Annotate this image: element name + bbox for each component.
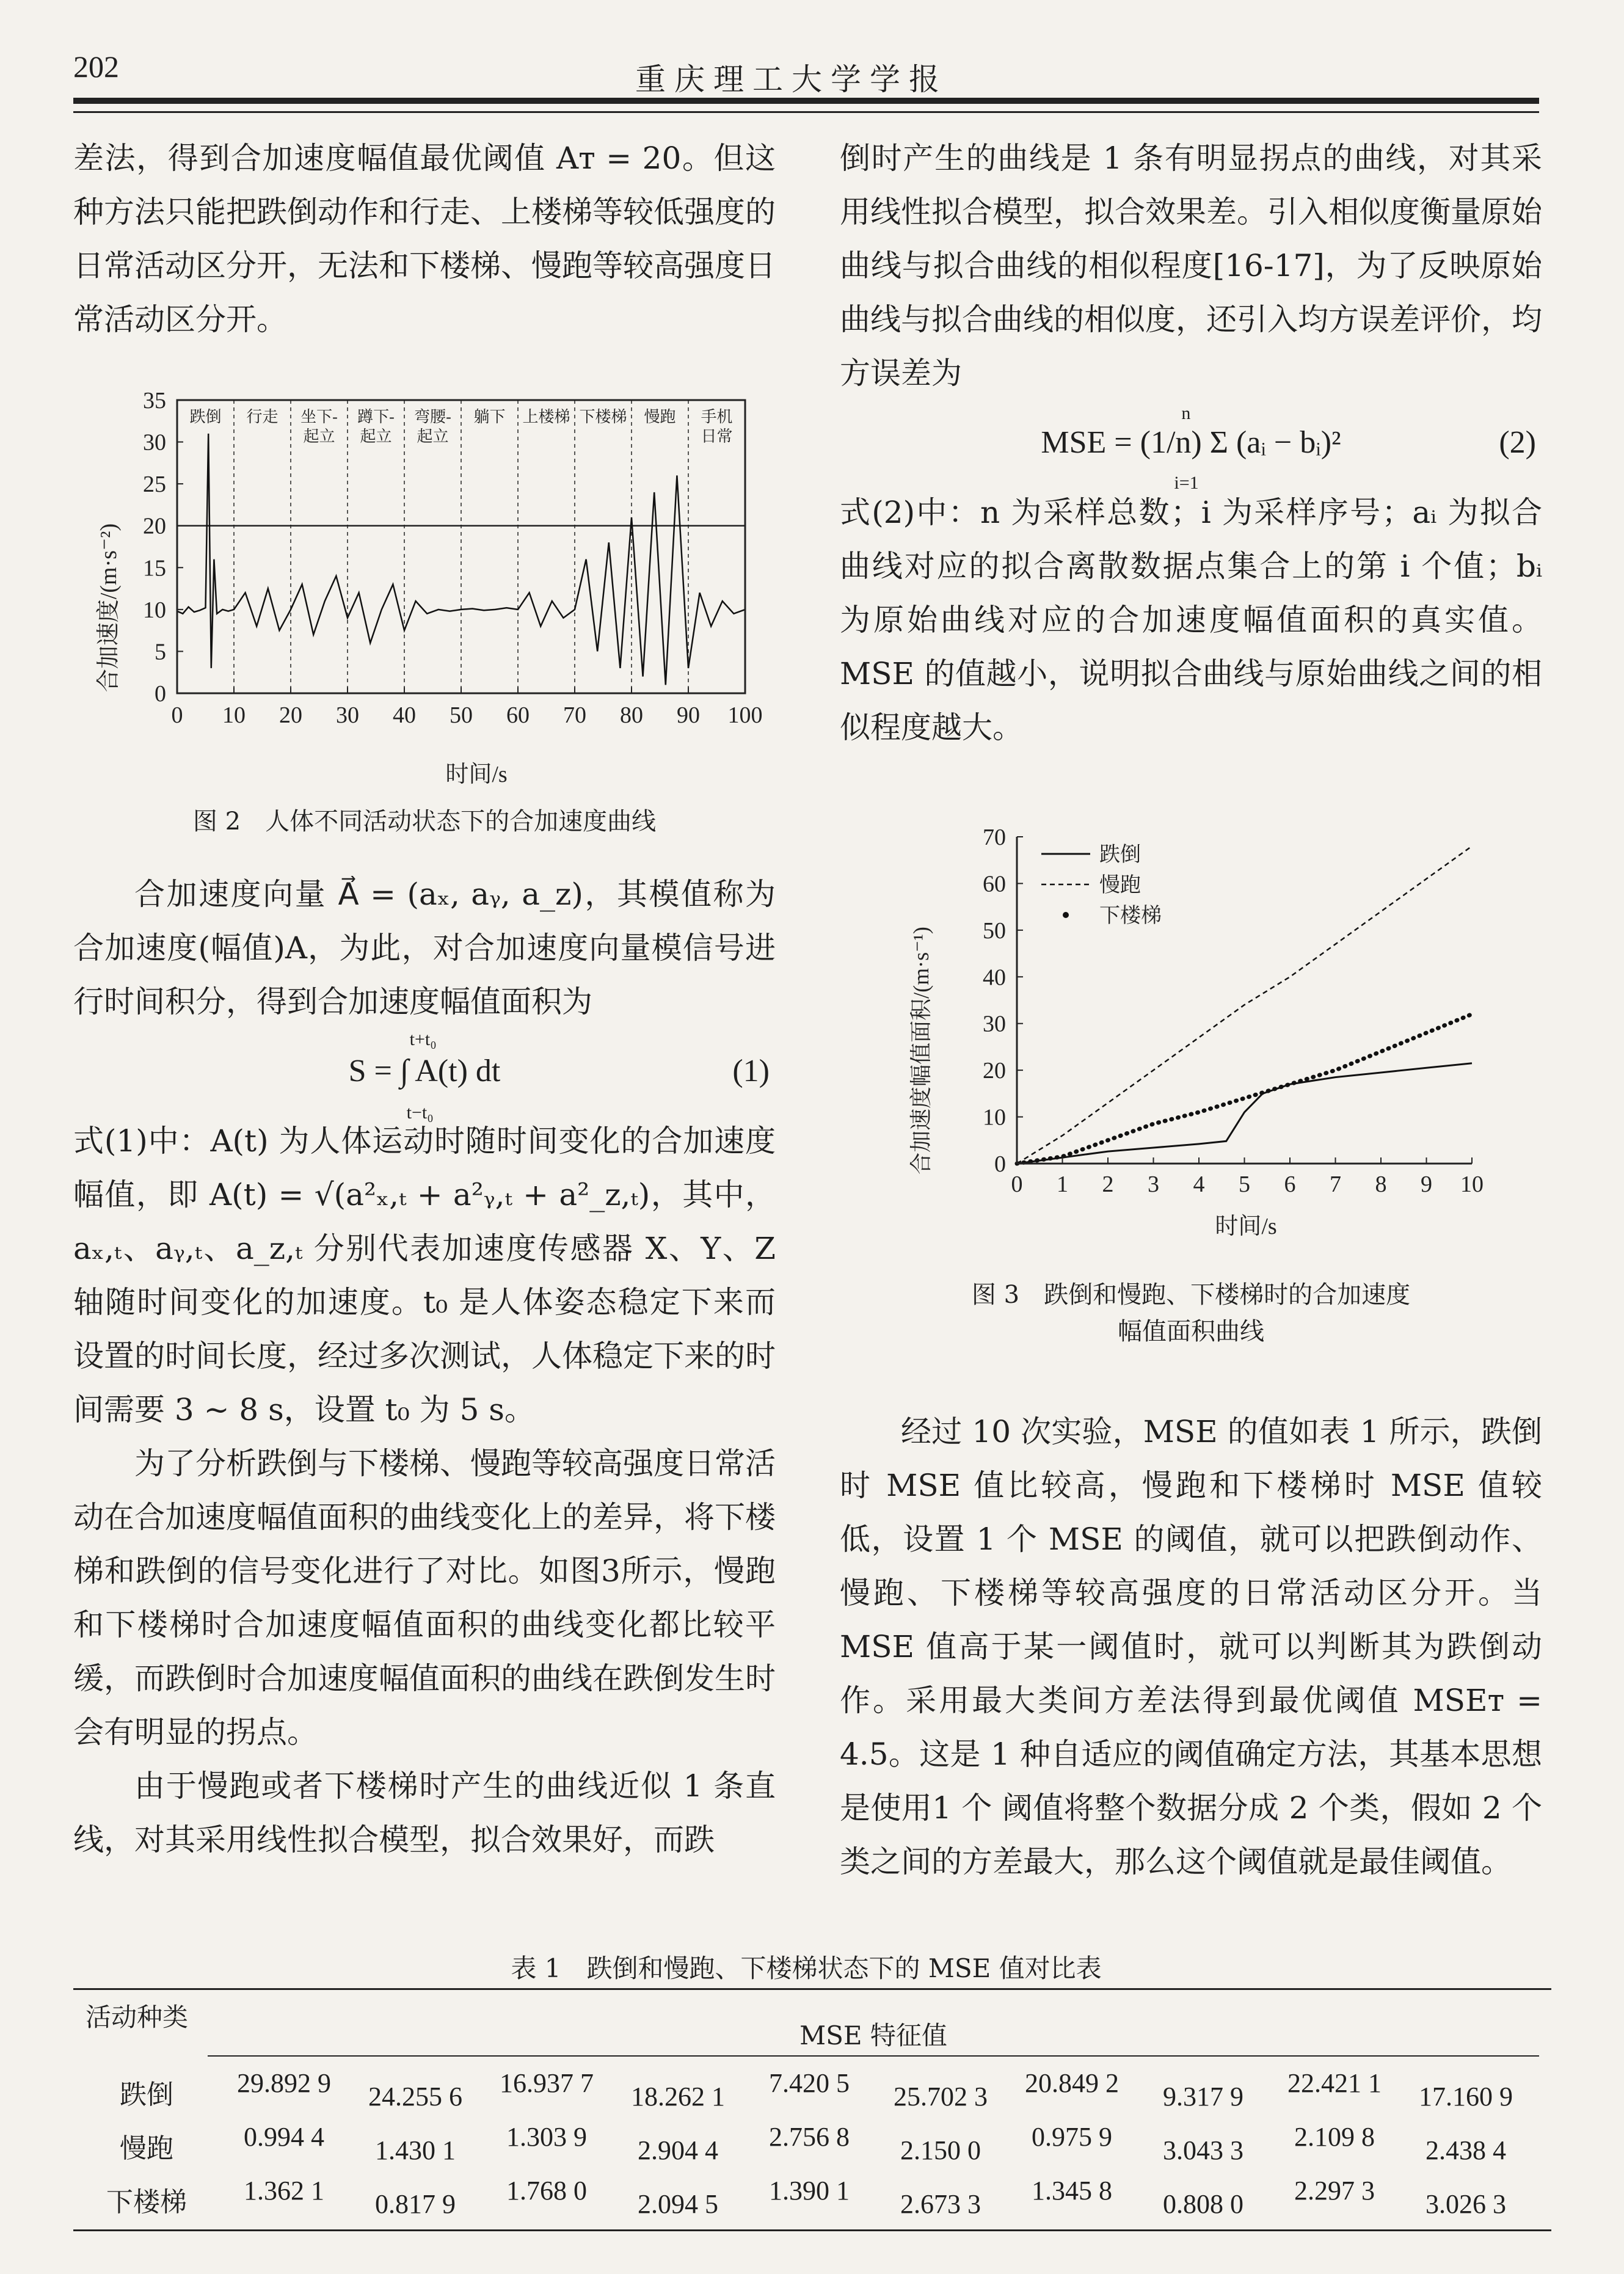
fig3-x-tick-label: 5 <box>1239 1172 1250 1197</box>
fig3-legend-label: 慢跑 <box>1099 874 1141 897</box>
fig2-x-tick-label: 10 <box>222 702 246 728</box>
table-cell: 2.150 0 <box>900 2135 981 2165</box>
table-cell: 2.109 8 <box>1294 2122 1375 2152</box>
fig2-y-tick-label: 20 <box>143 513 166 539</box>
fig3-y-tick-label: 30 <box>983 1011 1006 1037</box>
figure-2 <box>86 376 770 791</box>
fig3-y-tick-label: 10 <box>983 1104 1006 1131</box>
fig2-x-tick-label: 50 <box>450 702 473 728</box>
table-cell: 3.043 3 <box>1163 2135 1243 2165</box>
table-top-rule <box>73 1988 1551 1990</box>
eq1-body: S = ∫ A(t) dt <box>348 1054 501 1088</box>
fig3-x-tick-label: 8 <box>1375 1172 1387 1197</box>
fig3-caption-line: 图 3 跌倒和慢跑、下楼梯时的合加速度 <box>971 1281 1411 1309</box>
eq2-lower-limit: i=1 <box>1174 473 1199 493</box>
fig2-x-tick-label: 20 <box>279 702 302 728</box>
paragraph: 经过 10 次实验，MSE 的值如表 1 所示，跌倒时 MSE 值比较高，慢跑和下楼梯时 MSE 值较低，设置 1 个 MSE 的阈值，就可以把跌倒动作、慢跑、下楼梯等较高强度的日常活动区分开。当 MSE 值高于某一阈值时，就可以判断其为跌倒动作。采用最大类间方差法得到最优阈值 MSEᴛ = 4.5。这是 1 种自适应的阈值确定方法，其基本思想是使用1 个 阈值将整个数据分成 2 个类，假如 2 个类之间的方差最大，那么这个阈值就是最佳阈值。 <box>840 1414 1542 1879</box>
table-cell: 1.362 1 <box>244 2176 324 2206</box>
fig3-x-tick-label: 1 <box>1057 1172 1068 1197</box>
table-row-label: 跌倒 <box>120 2079 173 2110</box>
fig3-legend <box>1041 843 1162 927</box>
table-cell: 2.673 3 <box>900 2189 981 2219</box>
table-cell: 18.262 1 <box>631 2082 725 2112</box>
fig2-segment-label: 行走 <box>246 408 279 426</box>
table-cell: 29.892 9 <box>237 2068 331 2098</box>
eq2-upper-limit: n <box>1181 403 1191 423</box>
fig2-plot-area <box>177 400 745 693</box>
fig2-segment-label: 躺下 <box>473 408 506 426</box>
right-column <box>840 131 1542 754</box>
fig2-x-tick-label: 30 <box>336 702 359 728</box>
table-cell: 24.255 6 <box>368 2082 462 2112</box>
fig2-y-tick-label: 5 <box>155 639 166 665</box>
table-cell: 16.937 7 <box>500 2068 594 2098</box>
fig2-segment-label: 慢跑 <box>644 408 676 426</box>
fig3-x-tick-label: 0 <box>1011 1172 1023 1197</box>
paragraph: 差法，得到合加速度幅值最优阈值 Aᴛ = 20。但这种方法只能把跌倒动作和行走、上楼梯等较低强度的日常活动区分开，无法和下楼梯、慢跑等较高强度日常活动区分开。 <box>73 140 776 337</box>
table-cell: 20.849 2 <box>1025 2068 1119 2098</box>
table-bottom-rule <box>73 2229 1551 2231</box>
table-cell: 22.421 1 <box>1287 2068 1382 2098</box>
table-cell: 0.975 9 <box>1032 2122 1112 2152</box>
fig2-x-axis-label: 时间/s <box>445 762 508 787</box>
table-cell: 17.160 9 <box>1419 2082 1513 2112</box>
table-cell: 2.094 5 <box>638 2189 718 2219</box>
fig2-axes <box>143 388 763 728</box>
fig2-y-tick-label: 25 <box>143 472 166 498</box>
fig2-segment-label: 起立 <box>417 428 449 445</box>
table-header-mse: MSE 特征值 <box>799 2021 947 2050</box>
fig3-legend-marker <box>1063 912 1069 918</box>
eq1-number: (1) <box>732 1054 770 1088</box>
table-row-label: 慢跑 <box>120 2133 173 2164</box>
fig3-y-tick-label: 70 <box>983 825 1006 850</box>
table-cell: 2.438 4 <box>1426 2135 1506 2165</box>
fig3-caption <box>840 1277 1542 1350</box>
fig3-legend-label: 跌倒 <box>1099 844 1141 866</box>
paragraph: 式(2)中：n 为采样总数；i 为采样序号；aᵢ 为拟合曲线对应的拟合离散数据点集合上的第 i 个值；bᵢ 为原始曲线对应的合加速度幅值面积的真实值。MSE 的值越小，说明拟合曲线与原始曲线之间的相似程度越大。 <box>840 495 1542 745</box>
page-number: 202 <box>73 49 119 84</box>
fig3-x-tick-label: 10 <box>1460 1172 1484 1197</box>
fig3-axes <box>983 825 1484 1197</box>
fig3-plot-area <box>1017 846 1472 1164</box>
table-cell: 1.345 8 <box>1032 2176 1112 2206</box>
journal-title: 重庆理工大学学报 <box>635 62 948 97</box>
header-rule-thin <box>73 111 1539 113</box>
fig2-x-tick-label: 70 <box>563 702 586 728</box>
eq1-upper-limit: t+t₀ <box>409 1029 437 1049</box>
table-cell: 1.430 1 <box>375 2135 456 2165</box>
fig3-x-tick-label: 6 <box>1284 1172 1296 1197</box>
fig2-segment-label: 起立 <box>360 428 392 445</box>
fig3-y-tick-label: 20 <box>983 1058 1006 1084</box>
table-cell: 25.702 3 <box>894 2082 988 2112</box>
fig3-caption-line: 幅值面积曲线 <box>1118 1317 1264 1346</box>
fig2-x-tick-label: 40 <box>393 702 416 728</box>
fig2-segment-label: 日常 <box>701 428 733 445</box>
eq2-body: MSE = (1/n) Σ (aᵢ − bᵢ)² <box>1041 425 1341 460</box>
paragraph: 式(1)中：A(t) 为人体运动时随时间变化的合加速度幅值，即 A(t) = √(a²ₓ,ₜ + a²ᵧ,ₜ + a²_z,ₜ)，其中，aₓ,ₜ、aᵧ,ₜ、a_z,ₜ 分别代表加速度传感器 X、Y、Z 轴随时间变化的加速度。t₀ 是人体姿态稳定下来而设置的时间长度，经过多次测试，人体稳定下来的时间需要 3 ~ 8 s，设置 t₀ 为 5 s。 <box>73 1123 776 1427</box>
fig3-series-line <box>1017 1063 1472 1164</box>
fig3-x-tick-label: 4 <box>1193 1172 1205 1197</box>
fig2-x-tick-label: 90 <box>677 702 700 728</box>
fig3-y-tick-label: 50 <box>983 917 1006 944</box>
fig3-x-tick-label: 2 <box>1102 1172 1114 1197</box>
fig3-y-tick-label: 40 <box>983 964 1006 991</box>
table-cell: 1.390 1 <box>769 2176 850 2206</box>
right-column-2 <box>840 1405 1542 1889</box>
eq2-number: (2) <box>1499 425 1536 460</box>
fig3-y-tick-label: 60 <box>983 871 1006 897</box>
table-cell: 2.297 3 <box>1294 2176 1375 2206</box>
fig3-x-axis-label: 时间/s <box>1215 1214 1277 1239</box>
table-cell: 7.420 5 <box>769 2068 850 2098</box>
fig2-segment-label: 蹲下- <box>357 408 395 426</box>
fig3-x-tick-label: 9 <box>1421 1172 1432 1197</box>
fig2-segment-label: 手机 <box>701 408 733 426</box>
equation-2 <box>840 400 1542 493</box>
fig3-legend-label: 下楼梯 <box>1099 905 1162 927</box>
table1-title: 表 1 跌倒和慢跑、下楼梯状态下的 MSE 值对比表 <box>511 1953 1102 1983</box>
fig2-y-tick-label: 0 <box>155 681 166 707</box>
fig2-x-tick-label: 0 <box>171 702 183 728</box>
table-mid-rule <box>208 2055 1539 2057</box>
fig2-series-line <box>177 434 745 685</box>
left-column <box>73 131 776 346</box>
paragraph: 为了分析跌倒与下楼梯、慢跑等较高强度日常活动在合加速度幅值面积的曲线变化上的差异，将下楼梯和跌倒的信号变化进行了对比。如图3所示，慢跑和下楼梯时合加速度幅值面积的曲线变化都比较平缓，而跌倒时合加速度幅值面积的曲线在跌倒发生时会有明显的拐点。 <box>73 1446 776 1750</box>
fig3-x-tick-label: 3 <box>1148 1172 1159 1197</box>
table-cell: 9.317 9 <box>1163 2082 1243 2112</box>
fig3-y-axis-label: 合加速度幅值面积/(m·s⁻¹) <box>909 927 933 1175</box>
table-cell: 3.026 3 <box>1426 2189 1506 2219</box>
fig2-y-axis-label: 合加速度/(m·s⁻²) <box>96 523 122 693</box>
table-cell: 0.817 9 <box>375 2189 456 2219</box>
fig2-segment-label: 跌倒 <box>189 408 222 426</box>
eq1-lower-limit: t−t₀ <box>406 1102 434 1123</box>
paragraph: 倒时产生的曲线是 1 条有明显拐点的曲线，对其采用线性拟合模型，拟合效果差。引入相似度衡量原始曲线与拟合曲线的相似程度[16-17]，为了反映原始曲线与拟合曲线的相似度，还引入均方误差评价，均方误差为 <box>840 140 1542 391</box>
header-rule <box>73 98 1539 104</box>
table-header-activity: 活动种类 <box>86 2002 189 2032</box>
fig2-segment-label: 弯腰- <box>414 408 451 426</box>
left-column-2 <box>73 867 776 1867</box>
fig2-y-tick-label: 30 <box>143 429 166 456</box>
table-cell: 2.756 8 <box>769 2122 850 2152</box>
fig3-x-tick-label: 7 <box>1330 1172 1341 1197</box>
fig2-segment-label: 坐下- <box>300 408 338 426</box>
fig3-series-line <box>1017 1014 1472 1164</box>
paragraph: 合加速度向量 A⃗ = (aₓ, aᵧ, a_z)，其模值称为合加速度(幅值)A，为此，对合加速度向量模信号进行时间积分，得到合加速度幅值面积为 <box>73 876 776 1019</box>
table-row-label: 下楼梯 <box>106 2187 187 2218</box>
fig3-y-tick-label: 0 <box>994 1151 1006 1177</box>
fig2-y-tick-label: 35 <box>143 388 166 414</box>
fig2-x-tick-label: 100 <box>727 702 763 728</box>
fig2-segment-label: 起立 <box>303 428 335 445</box>
fig2-segment-label: 下楼梯 <box>579 408 627 426</box>
table-cell: 0.994 4 <box>244 2122 324 2152</box>
fig2-x-tick-label: 80 <box>620 702 643 728</box>
fig2-segment-label: 上楼梯 <box>522 408 570 426</box>
table-cell: 2.904 4 <box>638 2135 718 2165</box>
equation-1 <box>73 1029 776 1123</box>
fig3-series-line <box>1017 846 1472 1164</box>
figure-3 <box>904 818 1527 1258</box>
table-cell: 1.303 9 <box>506 2122 587 2152</box>
fig2-caption: 图 2 人体不同活动状态下的合加速度曲线 <box>192 807 657 836</box>
table-cell: 0.808 0 <box>1163 2189 1243 2219</box>
fig2-x-tick-label: 60 <box>506 702 530 728</box>
fig2-y-tick-label: 10 <box>143 597 166 623</box>
table-cell: 1.768 0 <box>506 2176 587 2206</box>
paragraph: 由于慢跑或者下楼梯时产生的曲线近似 1 条直线，对其采用线性拟合模型，拟合效果好，而跌 <box>73 1768 776 1857</box>
fig2-y-tick-label: 15 <box>143 555 166 581</box>
